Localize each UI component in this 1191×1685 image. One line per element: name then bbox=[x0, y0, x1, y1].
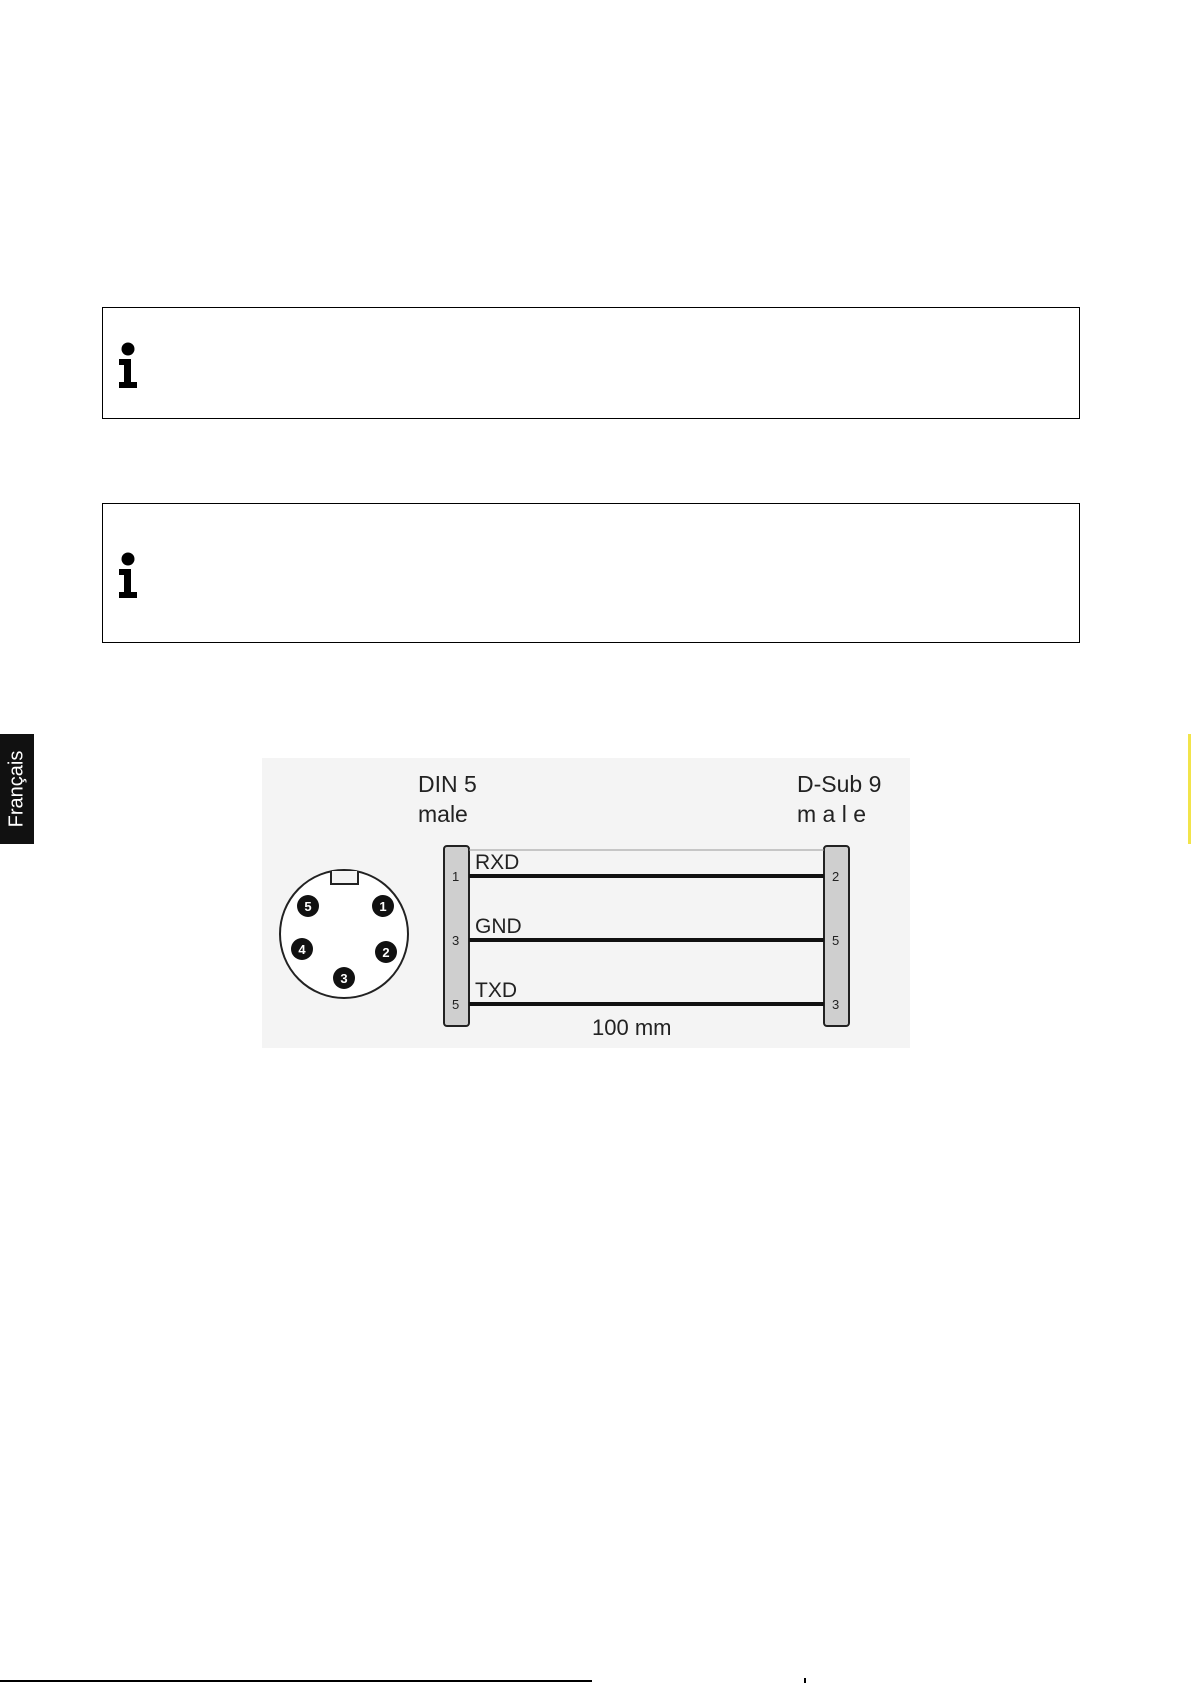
cable-wiring-diagram bbox=[262, 758, 910, 1048]
info-icon bbox=[117, 342, 139, 388]
din-pin-label: 2 bbox=[382, 945, 390, 960]
din-pin-label: 4 bbox=[298, 942, 306, 957]
footer-mark bbox=[804, 1678, 806, 1683]
dsub-pin-number: 5 bbox=[832, 933, 840, 948]
info-note-box-2 bbox=[102, 503, 1080, 643]
din-pin-label: 1 bbox=[379, 899, 387, 914]
dsub-connector-gender: m a l e bbox=[797, 801, 867, 827]
din-connector-gender: male bbox=[418, 801, 468, 827]
din-pin-label: 3 bbox=[340, 971, 348, 986]
info-icon bbox=[117, 552, 139, 598]
din-pin-label: 5 bbox=[304, 899, 312, 914]
din-socket-face bbox=[280, 870, 408, 998]
din-pin-number: 3 bbox=[452, 933, 460, 948]
din-pin-number: 1 bbox=[452, 869, 460, 884]
wire-signal-label: RXD bbox=[475, 851, 520, 874]
language-label: Français bbox=[5, 750, 28, 828]
cable-length-label: 100 mm bbox=[592, 1015, 672, 1040]
wire-signal-label: TXD bbox=[475, 979, 517, 1002]
wire-signal-label: GND bbox=[475, 915, 522, 938]
din-pin-number: 5 bbox=[452, 997, 460, 1012]
info-note-box-1 bbox=[102, 307, 1080, 419]
dsub-pin-number: 2 bbox=[832, 869, 840, 884]
language-side-tab bbox=[0, 734, 34, 844]
footer-rule bbox=[0, 1680, 592, 1682]
din-connector-name: DIN 5 bbox=[418, 771, 477, 797]
dsub-pin-number: 3 bbox=[832, 997, 840, 1012]
dsub-connector-name: D-Sub 9 bbox=[797, 771, 882, 797]
